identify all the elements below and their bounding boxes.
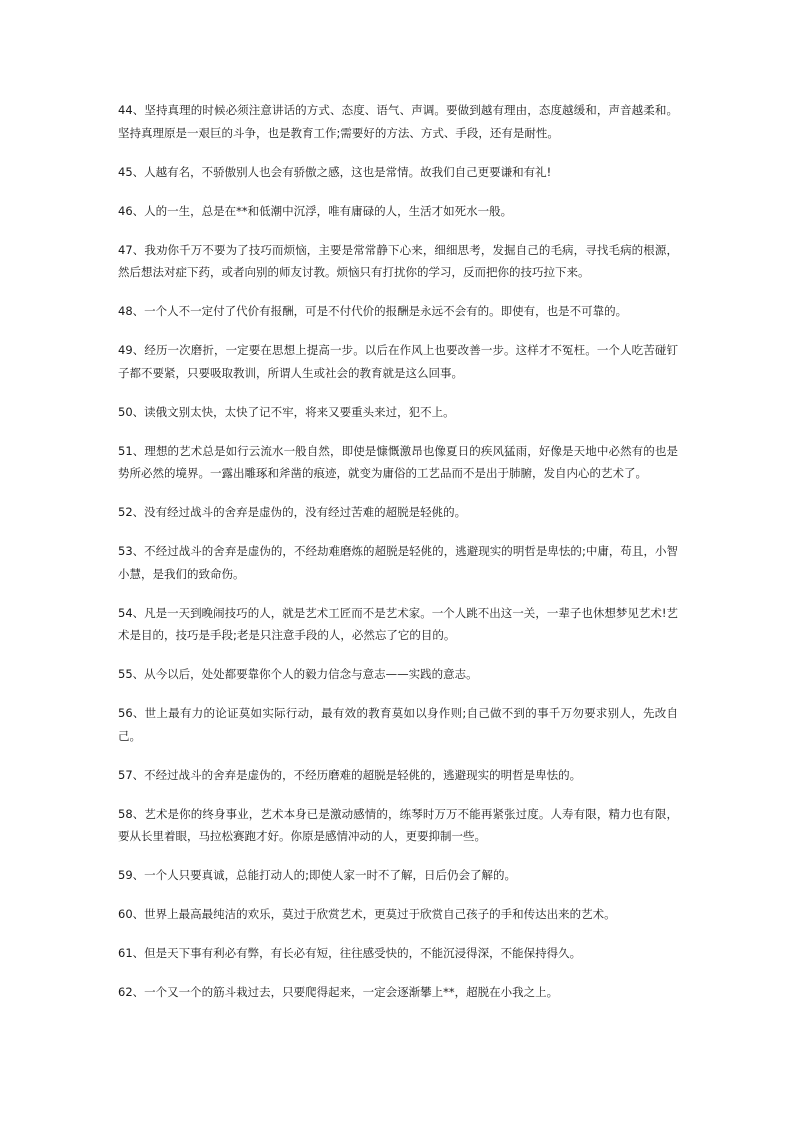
quote-60: 60、世界上最高最纯洁的欢乐，莫过于欣赏艺术，更莫过于欣赏自己孩子的手和传达出来的艺术。 — [118, 907, 616, 921]
quote-54: 54、凡是一天到晚闹技巧的人，就是艺术工匠而不是艺术家。一个人跳不出这一关，一辈子也休想梦见艺术!艺术是目的，技巧是手段;老是只注意手段的人，必然忘了它的目的。 — [118, 605, 678, 642]
quote-56: 56、世上最有力的论证莫如实际行动，最有效的教育莫如以身作则;自己做不到的事千万勿要求别人，先改自己。 — [118, 706, 678, 743]
document-page — [118, 99, 678, 1020]
quote-51: 51、理想的艺术总是如行云流水一般自然，即使是慷慨激昂也像夏日的疾风猛雨，好像是天地中必然有的也是势所必然的境界。一露出雕琢和斧凿的痕迹，就变为庸俗的工艺品而不是出于肺腑，发自内心的艺术了。 — [118, 443, 678, 480]
quote-49: 49、经历一次磨折，一定要在思想上提高一步。以后在作风上也要改善一步。这样才不冤枉。一个人吃苦碰钉子都不要紧，只要吸取教训，所谓人生或社会的教育就是这么回事。 — [118, 343, 678, 380]
quote-58: 58、艺术是你的终身事业，艺术本身已是激动感情的，练琴时万万不能再紧张过度。人寿有限，精力也有限，要从长里着眼，马拉松赛跑才好。你原是感情冲动的人，更要抑制一些。 — [118, 806, 678, 843]
quote-44: 44、坚持真理的时候必须注意讲话的方式、态度、语气、声调。要做到越有理由，态度越缓和，声音越柔和。坚持真理原是一艰巨的斗争，也是教育工作;需要好的方法、方式、手段，还有是耐性。 — [118, 103, 678, 140]
quote-52: 52、没有经过战斗的舍弃是虚伪的，没有经过苦难的超脱是轻佻的。 — [118, 505, 467, 519]
quote-59: 59、一个人只要真诚，总能打动人的;即使人家一时不了解，日后仍会了解的。 — [118, 868, 517, 882]
quote-57: 57、不经过战斗的舍弃是虚伪的，不经历磨难的超脱是轻佻的，逃避现实的明哲是卑怯的。 — [118, 767, 582, 782]
quote-47: 47、我劝你千万不要为了技巧而烦恼，主要是常常静下心来，细细思考，发掘自己的毛病，寻找毛病的根源，然后想法对症下药，或者向别的师友讨教。烦恼只有打扰你的学习，反而把你的技巧拉下来。 — [118, 242, 678, 279]
quote-62: 62、一个又一个的筋斗栽过去，只要爬得起来，一定会逐渐攀上**，超脱在小我之上。 — [118, 985, 559, 999]
quote-55: 55、从今以后，处处都要靠你个人的毅力信念与意志——实践的意志。 — [118, 667, 478, 681]
quote-61: 61、但是天下事有利必有弊，有长必有短，往往感受快的，不能沉浸得深，不能保持得久。 — [118, 946, 582, 960]
quote-50: 50、读俄文别太快，太快了记不牢，将来又要重头来过，犯不上。 — [118, 404, 455, 419]
quote-53: 53、不经过战斗的舍弃是虚伪的，不经劫难磨炼的超脱是轻佻的，逃避现实的明哲是卑怯的;中庸，苟且，小智小慧，是我们的致命伤。 — [118, 544, 678, 581]
quote-48: 48、一个人不一定付了代价有报酬，可是不付代价的报酬是永远不会有的。即使有，也是不可靠的。 — [118, 304, 628, 318]
quote-45: 45、人越有名，不骄傲别人也会有骄傲之感，这也是常情。故我们自己更要谦和有礼! — [118, 164, 552, 179]
quote-46: 46、人的一生，总是在**和低潮中沉浮，唯有庸碌的人，生活才如死水一般。 — [118, 203, 513, 218]
